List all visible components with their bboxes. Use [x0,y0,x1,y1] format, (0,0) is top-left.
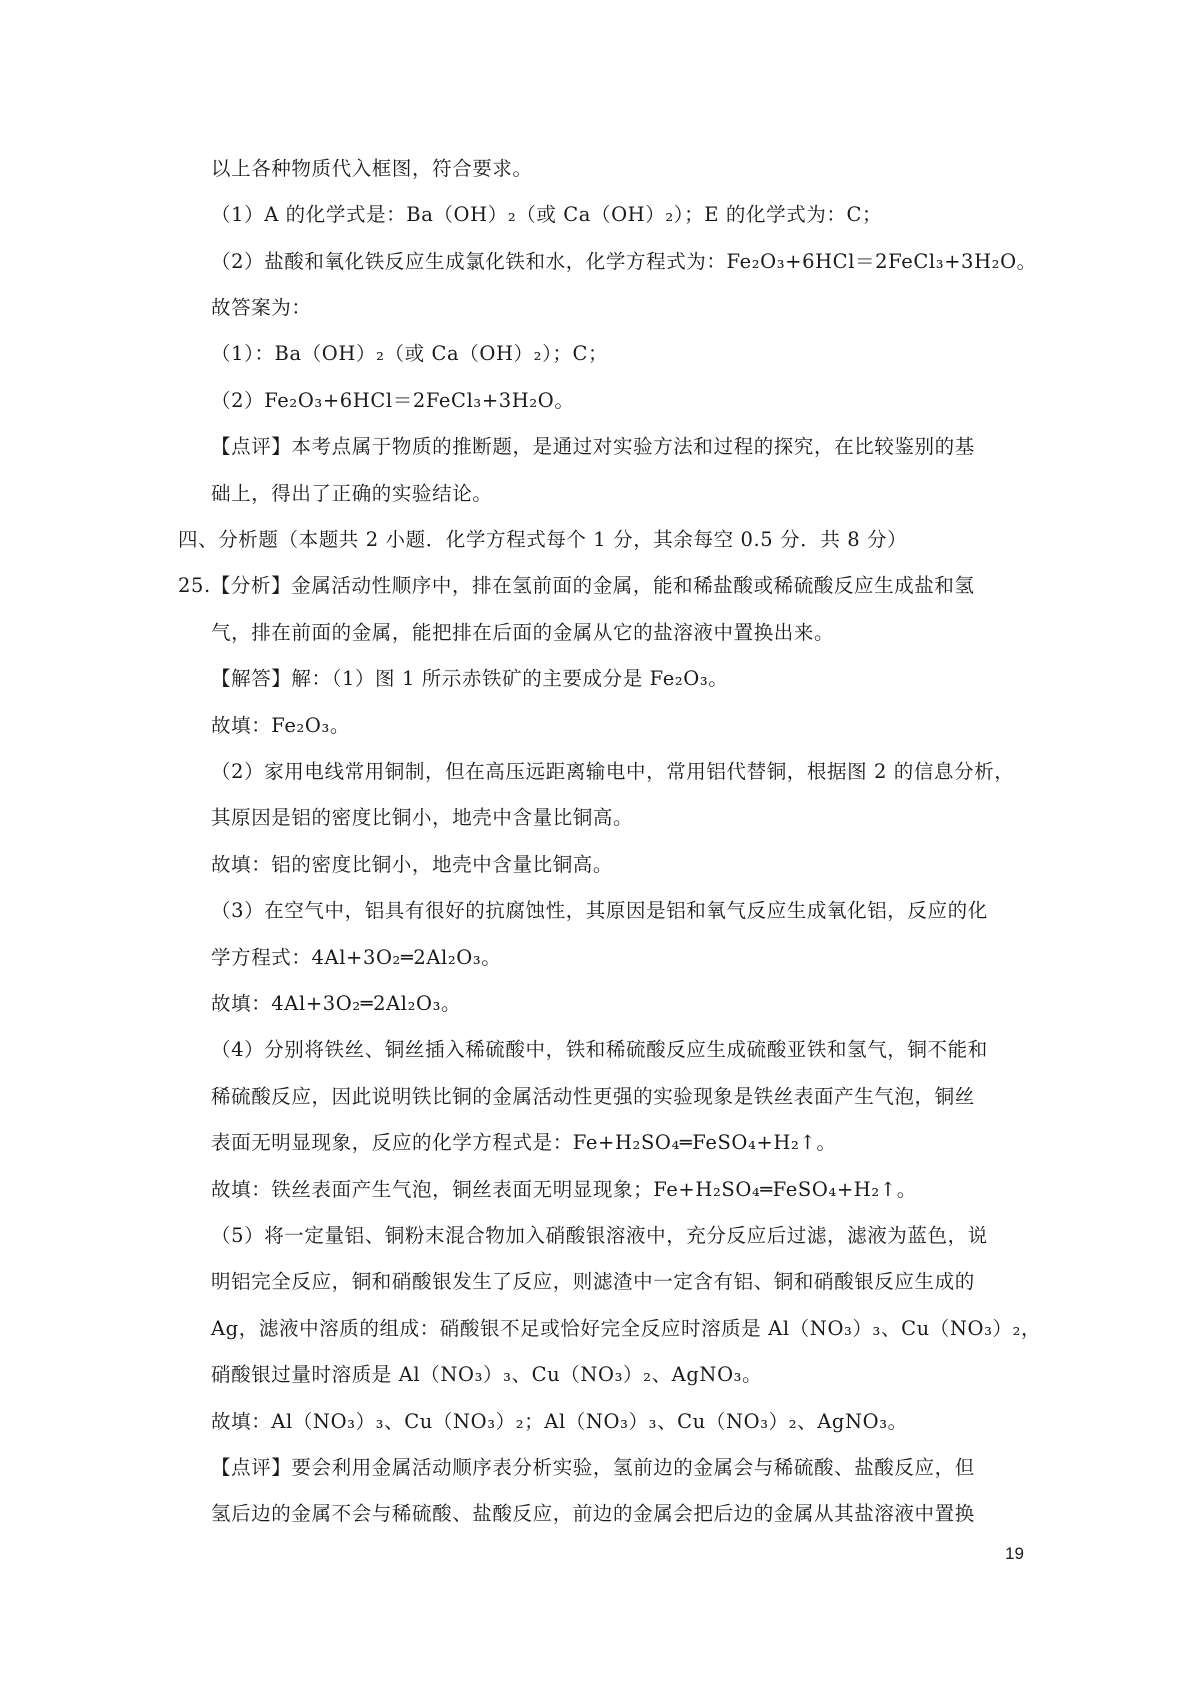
text-line: 稀硫酸反应，因此说明铁比铜的金属活动性更强的实验现象是铁丝表面产生气泡，铜丝 [211,1085,975,1108]
text-line: 气，排在前面的金属，能把排在后面的金属从它的盐溶液中置换出来。 [211,621,835,644]
text-line: （4）分别将铁丝、铜丝插入稀硫酸中，铁和稀硫酸反应生成硫酸亚铁和氢气，铜不能和 [211,1038,988,1061]
text-line: （1）：Ba（OH）₂（或 Ca（OH）₂）；C； [211,342,609,365]
text-line: 明铝完全反应，铜和硝酸银发生了反应，则滤渣中一定含有铝、铜和硝酸银反应生成的 [211,1270,975,1293]
text-line: 【点评】本考点属于物质的推断题，是通过对实验方法和过程的探究，在比较鉴别的基 [211,435,975,458]
text-line: 其原因是铝的密度比铜小，地壳中含量比铜高。 [211,806,634,829]
text-line: 故答案为： [211,296,312,319]
text-line: 故填：铝的密度比铜小，地壳中含量比铜高。 [211,853,614,876]
text-line: （2）Fe₂O₃+6HCl＝2FeCl₃+3H₂O。 [211,389,575,412]
text-line: 25.【分析】金属活动性顺序中，排在氢前面的金属，能和稀盐酸或稀硫酸反应生成盐和氢 [178,574,975,597]
text-line: Ag，滤液中溶质的组成：硝酸银不足或恰好完全反应时溶质是 Al（NO₃）₃、Cu（NO₃）₂， [211,1317,1042,1340]
text-line: 础上，得出了正确的实验结论。 [211,482,493,505]
text-line: 硝酸银过量时溶质是 Al（NO₃）₃、Cu（NO₃）₂、AgNO₃。 [211,1363,763,1386]
text-line: （3）在空气中，铝具有很好的抗腐蚀性，其原因是铝和氧气反应生成氧化铝，反应的化 [211,899,988,922]
section-heading: 四、分析题（本题共 2 小题．化学方程式每个 1 分，其余每空 0.5 分．共 8 分） [178,528,908,551]
text-line: 故填：Al（NO₃）₃、Cu（NO₃）₂；Al（NO₃）₃、Cu（NO₃）₂、AgNO₃。 [211,1410,908,1433]
text-line: （2）家用电线常用铜制，但在高压远距离输电中，常用铝代替铜，根据图 2 的信息分析， [211,760,1015,783]
text-line: 【解答】解：（1）图 1 所示赤铁矿的主要成分是 Fe₂O₃。 [211,667,729,690]
text-line: 故填：4Al+3O₂═2Al₂O₃。 [211,992,462,1015]
text-line: 以上各种物质代入框图，符合要求。 [211,157,533,180]
text-line: （1）A 的化学式是：Ba（OH）₂（或 Ca（OH）₂）；E 的化学式为：C； [211,203,883,226]
text-line: （2）盐酸和氧化铁反应生成氯化铁和水，化学方程式为：Fe₂O₃+6HCl＝2FeCl₃+3H₂O。 [211,250,1037,273]
text-line: 学方程式：4Al+3O₂═2Al₂O₃。 [211,946,502,969]
text-line: 故填：Fe₂O₃。 [211,714,351,737]
text-line: 表面无明显现象，反应的化学方程式是：Fe+H₂SO₄═FeSO₄+H₂↑。 [211,1131,837,1154]
text-line: 氢后边的金属不会与稀硫酸、盐酸反应，前边的金属会把后边的金属从其盐溶液中置换 [211,1502,975,1525]
text-line: 【点评】要会利用金属活动顺序表分析实验，氢前边的金属会与稀硫酸、盐酸反应，但 [211,1456,975,1479]
text-line: 故填：铁丝表面产生气泡，铜丝表面无明显现象；Fe+H₂SO₄═FeSO₄+H₂↑。 [211,1178,917,1201]
text-line: （5）将一定量铝、铜粉末混合物加入硝酸银溶液中，充分反应后过滤，滤液为蓝色，说 [211,1224,988,1247]
page-number: 19 [1005,1544,1024,1563]
